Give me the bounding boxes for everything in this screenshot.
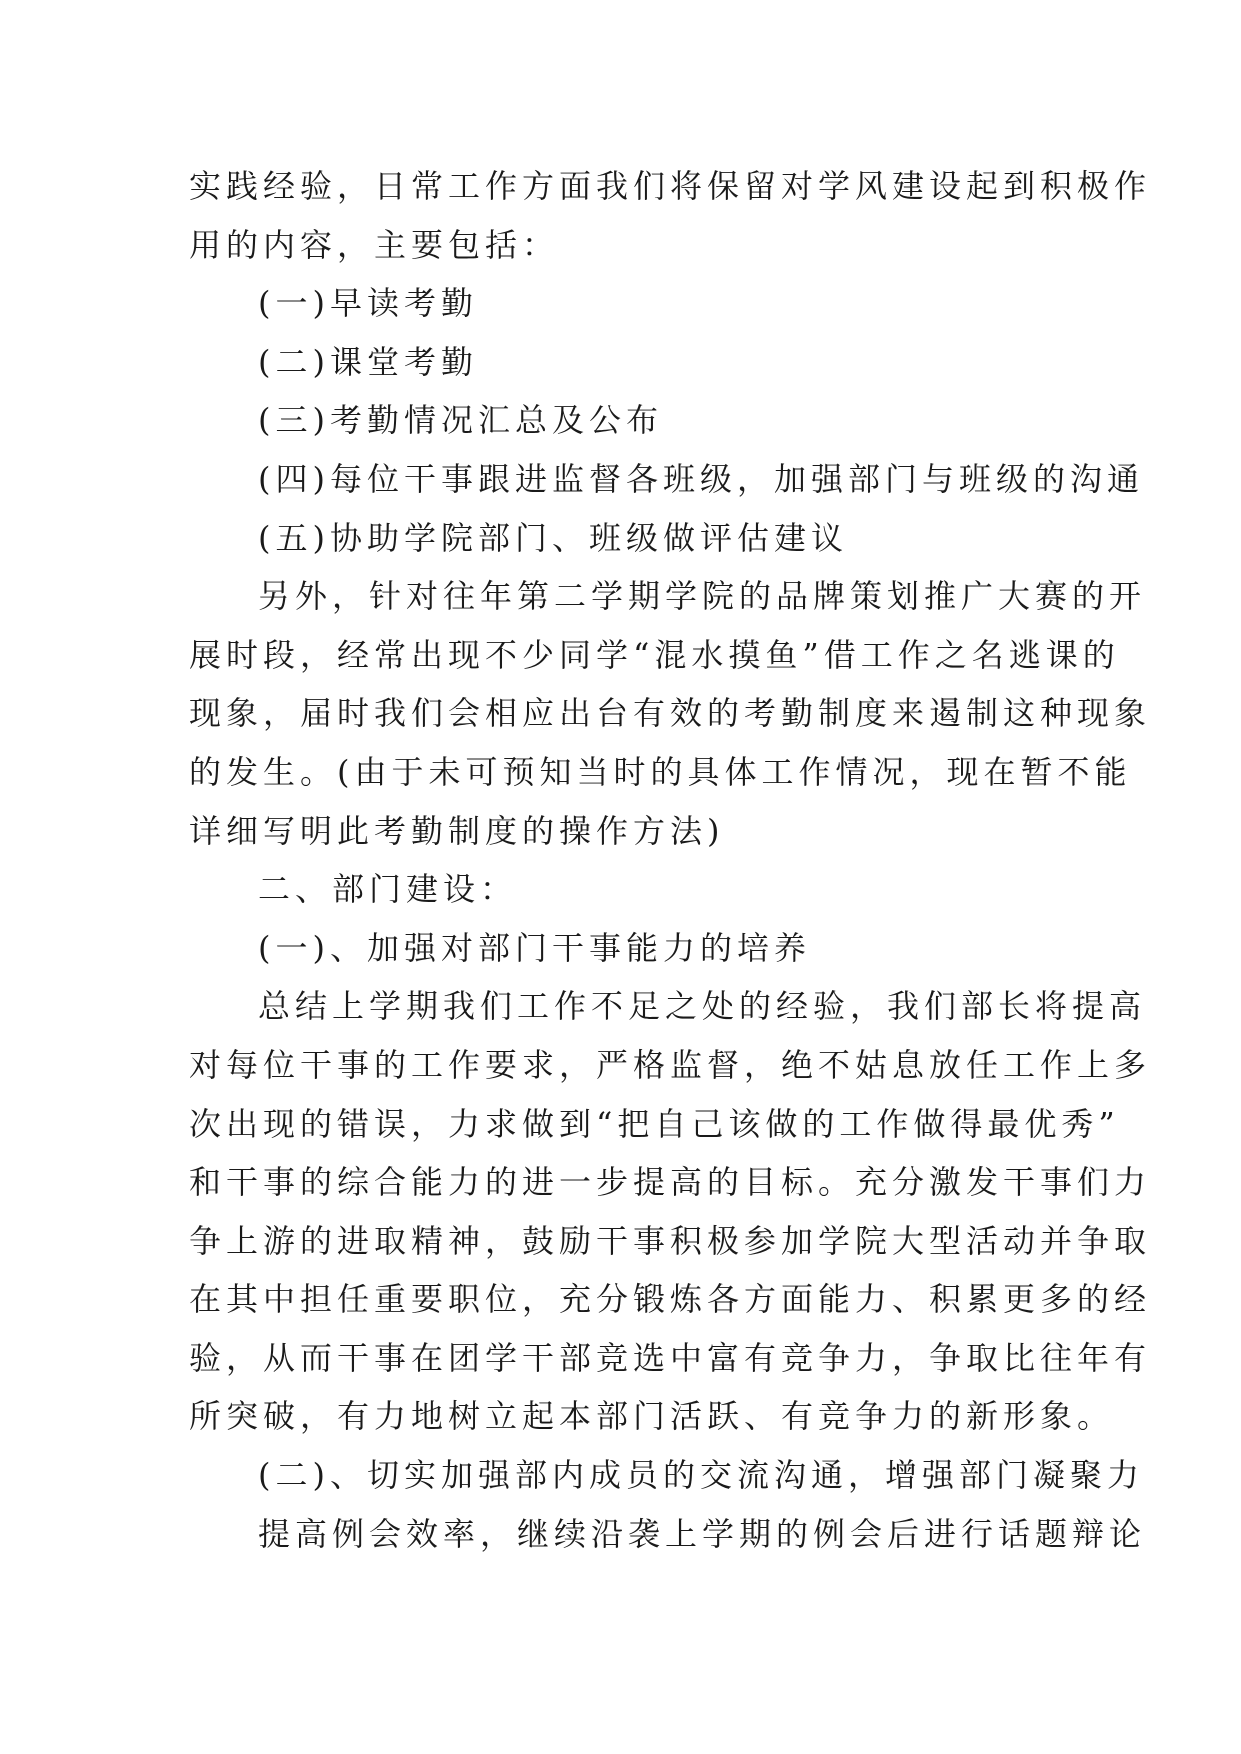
text-line: 用的内容，主要包括： bbox=[189, 225, 560, 264]
text-line: 实践经验，日常工作方面我们将保留对学风建设起到积极作 bbox=[189, 167, 1152, 205]
list-item: (一)早读考勤 bbox=[258, 284, 478, 323]
paragraph-line: 的发生。(由于未可预知当时的具体工作情况，现在暂不能 bbox=[189, 752, 1132, 791]
paragraph-line: 验，从而干事在团学干部竞选中富有竞争力，争取比往年有 bbox=[189, 1338, 1152, 1377]
paragraph-line: 在其中担任重要职位，充分锻炼各方面能力、积累更多的经 bbox=[189, 1280, 1152, 1319]
list-item: (二)课堂考勤 bbox=[258, 342, 478, 381]
subsection-heading: (二)、切实加强部内成员的交流沟通，增强部门凝聚力 bbox=[258, 1456, 1144, 1495]
list-item: (五)协助学院部门、班级做评估建议 bbox=[258, 518, 848, 557]
paragraph-line: 现象，届时我们会相应出台有效的考勤制度来遏制这种现象 bbox=[189, 694, 1152, 733]
document-body bbox=[189, 157, 1152, 1563]
paragraph-line: 和干事的综合能力的进一步提高的目标。充分激发干事们力 bbox=[189, 1163, 1152, 1202]
list-item: (四)每位干事跟进监督各班级，加强部门与班级的沟通 bbox=[258, 459, 1144, 498]
subsection-heading: (一)、加强对部门干事能力的培养 bbox=[258, 928, 811, 967]
paragraph-line: 另外，针对往年第二学期学院的品牌策划推广大赛的开 bbox=[258, 577, 1147, 616]
list-item: (三)考勤情况汇总及公布 bbox=[258, 401, 663, 440]
paragraph-line: 展时段，经常出现不少同学“混水摸鱼”借工作之名逃课的 bbox=[189, 635, 1120, 674]
paragraph-line: 争上游的进取精神，鼓励干事积极参加学院大型活动并争取 bbox=[189, 1221, 1152, 1260]
paragraph-line: 对每位干事的工作要求，严格监督，绝不姑息放任工作上多 bbox=[189, 1045, 1152, 1084]
paragraph-line: 所突破，有力地树立起本部门活跃、有竞争力的新形象。 bbox=[189, 1397, 1115, 1436]
paragraph-line: 总结上学期我们工作不足之处的经验，我们部长将提高 bbox=[258, 987, 1147, 1026]
paragraph-line: 详细写明此考勤制度的操作方法) bbox=[189, 811, 725, 850]
paragraph-line: 次出现的错误，力求做到“把自己该做的工作做得最优秀” bbox=[189, 1104, 1120, 1143]
section-heading: 二、部门建设： bbox=[258, 870, 518, 909]
paragraph-line: 提高例会效率，继续沿袭上学期的例会后进行话题辩论 bbox=[258, 1514, 1147, 1553]
